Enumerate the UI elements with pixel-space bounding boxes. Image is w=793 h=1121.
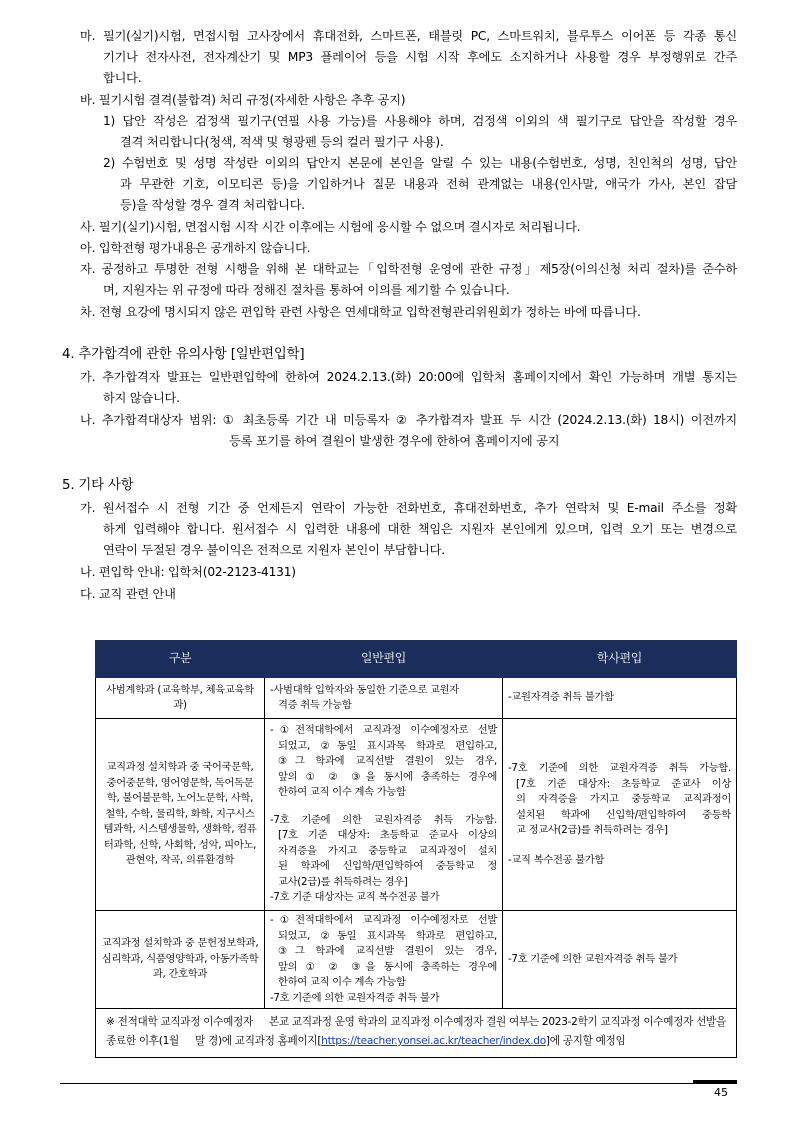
table-cell <box>265 911 503 1009</box>
cell-line: 철학, 수학, 물리학, 화학, <box>105 807 214 820</box>
section4-na-line1: 나. 추가합격대상자 범위: ① 최초등록 기간 내 미등록자 ② 추가합격자 발표 두 시간 (2024.2.13.(화) 18시) 이전까지 <box>80 413 737 427</box>
rule-sa: 사. 필기(실기)시험, 면접시험 시작 시간 이후에는 시험에 응시할 수 없으며 결시자로 처리됩니다. <box>80 220 581 234</box>
note-line1: 본교 교직과정 운영 학과의 교직과정 이수예정자 결원 여부는 2023-2학기 교직과정 이수예정자 선발을 종료한 이후(1월 <box>106 1016 726 1047</box>
cell-line: -①전적대학에서 교직과정 이수예정자로 선발 <box>270 914 497 926</box>
cell-line: -사범대학 입학자와 동일한 기준으로 교원자 <box>270 683 459 696</box>
table-header-row <box>96 641 737 678</box>
section5-da: 다. 교직 관련 안내 <box>80 587 176 601</box>
cell-line: [7호 기준 대상자: 초등학교 준교사 이상 <box>516 777 731 790</box>
section4-na-line2: 등록 포기를 하여 결원이 발생한 경우에 한하여 홈페이지에 공지 <box>229 434 560 448</box>
cell-line: ③그 학과에 교직선발 결원이 있는 경우, <box>278 945 497 957</box>
cell-line: 자격증을 가지고 중등학교 교직과정이 설치 <box>278 844 497 857</box>
cell-line: 앞의 ① ② ③을 동시에 충족하는 경우에 <box>278 770 497 783</box>
cell-line: 사회학, 성악, 피아노, 관현악, <box>125 838 257 867</box>
cell-line: 격증 취득 가능함 <box>278 699 352 711</box>
cell-line: -7호 기준에 의한 교원자격증 취득 가능함. <box>270 813 497 826</box>
cell-line: 불어불문학, 노어노문학, 사학, <box>122 792 254 805</box>
table-header-category: 구분 <box>96 641 265 678</box>
table-cell <box>265 719 503 911</box>
cell-line: 식품영양학과, 아동가족학과, <box>146 952 259 981</box>
cell-line: -교원자격증 취득 불가함 <box>508 691 614 704</box>
table-cell <box>503 678 737 719</box>
rule-ma-line1: 마. 필기(실기)시험, 면접시험 고사장에서 휴대전화, 스마트폰, 태블릿 PC, 스마트워치, 블루투스 이어폰 등 각종 통신 <box>80 29 737 43</box>
cell-line: 되었고, ②동일 표시과목 학과로 편입하고, <box>278 739 497 752</box>
cell-line: 지구시스템과학, 시스템생물학, <box>103 807 255 836</box>
footer-tab <box>693 1080 737 1083</box>
cell-line: -교직 복수전공 불가함 <box>508 853 605 866</box>
section5-heading: 5. 기타 사항 <box>62 478 134 493</box>
table-row <box>96 911 737 1009</box>
cell-line: (교육학부, 체육교육학과) <box>157 683 254 711</box>
cell-line: -①전적대학에서 교직과정 이수예정자로 선발 <box>270 724 497 737</box>
cell-line: -7호 기준 대상자는 교직 복수전공 불가 <box>270 891 440 904</box>
cell-line: 교직과정 설치학과 중 <box>106 761 200 774</box>
cell-spacer <box>270 801 497 813</box>
table-header-bachelor-transfer: 학사편입 <box>503 641 737 678</box>
cell-line: 간호학과 <box>168 968 208 981</box>
note-line2-suffix: ]에 공지할 예정임 <box>545 1035 626 1047</box>
section4-ga-line1: 가. 추가합격자 발표는 일반편입학에 한하여 2024.2.13.(화) 20:00에 입학처 홈페이지에서 확인 가능하며 개별 통지는 <box>80 370 737 384</box>
cell-line: 사범계학과 <box>106 683 155 696</box>
rule-ma-line3: 합니다. <box>103 71 142 85</box>
table-note-cell <box>96 1009 737 1058</box>
section5-ga-line2: 하게 입력해야 합니다. 원서접수 시 입력한 내용에 대한 책임은 지원자 본인에게 있으며, 입력 오기 또는 변경으로 <box>103 522 737 536</box>
table-cell <box>503 719 737 911</box>
cell-line: 작곡, 의류환경학 <box>160 854 235 867</box>
cell-line: ③그 학과에 교직선발 결원이 있는 경우, <box>278 755 497 768</box>
cell-line: 되었고, ②동일 표시과목 학과로 편입하고, <box>278 929 497 942</box>
cell-line: 교 정교사(2급)를 취득하려는 경우] <box>516 824 668 836</box>
cell-line: 국어국문학, 중어중문학, <box>106 761 254 789</box>
section5-na: 나. 편입학 안내: 입학처(02-2123-4131) <box>80 565 296 579</box>
table-cell <box>96 678 265 719</box>
cell-line: -7호 기준에 의한 교원자격증 취득 불가 <box>508 952 678 965</box>
table-row <box>96 719 737 911</box>
table-row <box>96 678 737 719</box>
footer-divider <box>60 1083 737 1084</box>
table-note-row <box>96 1009 737 1058</box>
table-cell <box>96 719 265 911</box>
cell-line: -7호 기준에 의한 교원자격증 취득 불가 <box>270 991 440 1004</box>
cell-line: [7호 기준 대상자: 초등학교 준교사 이상의 <box>278 829 497 842</box>
table-header-general-transfer: 일반편입 <box>265 641 503 678</box>
cell-line: 생화학, 컴퓨터과학, 신학, <box>103 823 257 851</box>
teaching-info-table <box>95 640 737 1058</box>
cell-line: 한하여 교직 이수 계속 가능함 <box>278 976 406 988</box>
table-cell <box>96 911 265 1009</box>
rule-cha: 차. 전형 요강에 명시되지 않은 편입학 관련 사항은 연세대학교 입학전형관리위원회가 정하는 바에 따릅니다. <box>80 305 641 319</box>
note-line2-prefix: 말 경)에 교직과정 홈페이지[ <box>195 1035 322 1047</box>
cell-line: 영어영문학, 독어독문학, <box>106 776 254 805</box>
note-title: ※ 전적대학 교직과정 이수예정자 <box>106 1016 253 1028</box>
page-number: 45 <box>714 1086 728 1099</box>
cell-line: 의 자격증을 가지고 중등학교 교직과정이 <box>516 793 731 805</box>
rule-ja-line1: 자. 공정하고 투명한 전형 시행을 위해 본 대학교는「입학전형 운영에 관한 규정」제5장(이의신청 처리 절차)를 준수하 <box>80 262 737 276</box>
rule-ba-item2-line1: 2) 수험번호 및 성명 작성란 이외의 답안지 본문에 본인을 알릴 수 있는 내용(수험번호, 성명, 친인척의 성명, 답안 <box>103 156 737 170</box>
rule-a: 아. 입학전형 평가내용은 공개하지 않습니다. <box>80 241 311 255</box>
rule-ba-item2-line3: 등)을 작성할 경우 결격 처리합니다. <box>120 198 305 212</box>
cell-line: 교사(2급)를 취득하려는 경우] <box>278 875 408 888</box>
note-line2 <box>182 1035 625 1047</box>
table-cell <box>265 678 503 719</box>
rule-ma-line2: 기기나 전자사전, 전자계산기 및 MP3 플레이어 등을 시험 시작 후에도 소지하거나 사용할 경우 부정행위로 간주 <box>103 50 737 64</box>
teacher-homepage-link[interactable]: https://teacher.yonsei.ac.kr/teacher/index.do <box>321 1035 546 1047</box>
rule-ba-item1-line1: 1) 답안 작성은 검정색 필기구(연필 사용 가능)를 사용해야 하며, 검정색 이외의 색 필기구로 답안을 작성할 경우 <box>103 114 737 128</box>
cell-line: 교직과정 설치학과 중 <box>101 937 195 950</box>
section5-ga-line1: 가. 원서접수 시 전형 기간 중 언제든지 연락이 가능한 전화번호, 휴대전화번호, 추가 연락처 및 E-mail 주소를 정확 <box>80 501 737 515</box>
section4-ga-line2: 하지 않습니다. <box>103 391 180 405</box>
cell-line: -7호 기준에 의한 교원자격증 취득 가능함. <box>508 762 731 774</box>
rule-ba-title: 바. 필기시험 결격(불합격) 처리 규정(자세한 사항은 추후 공지) <box>80 93 406 107</box>
cell-line: 된 학과에 신입학/편입학하여 중등학교 정 <box>278 860 497 873</box>
cell-spacer <box>508 839 731 853</box>
cell-line: 한하여 교직 이수 계속 가능함 <box>278 786 406 799</box>
rule-ba-item2-line2: 과 무관한 기호, 이모티콘 등)을 기입하거나 질문 내용과 전혀 관계없는 내용(인사말, 애국가 가사, 본인 잡담 <box>120 177 737 191</box>
rule-ba-item1-line2: 결격 처리합니다(청색, 적색 및 형광펜 등의 컬러 필기구 사용). <box>120 135 444 149</box>
cell-line: 문헌정보학과, 심리학과, <box>101 937 259 965</box>
section4-heading: 4. 추가합격에 관한 유의사항 [일반편입학] <box>62 347 305 362</box>
rule-ja-line2: 며, 지원자는 위 규정에 따라 정해진 절차를 통하여 이의를 제기할 수 있습니다. <box>103 283 510 297</box>
cell-line: 설치된 학과에 신입학/편입학하여 중등학 <box>516 808 731 821</box>
section5-ga-line3: 연락이 두절된 경우 불이익은 전적으로 지원자 본인이 부담합니다. <box>103 543 445 557</box>
cell-line: 앞의 ① ② ③을 동시에 충족하는 경우에 <box>278 960 497 973</box>
table-cell <box>503 911 737 1009</box>
